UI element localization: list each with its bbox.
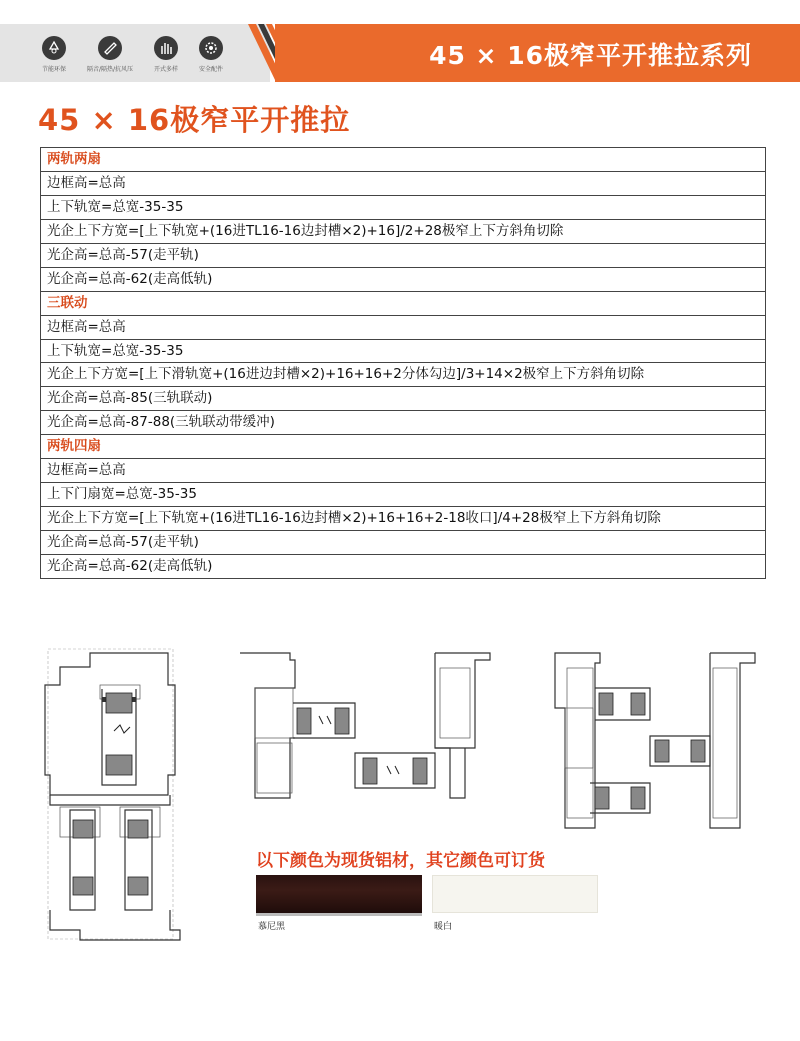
recycle-icon: [42, 36, 66, 60]
spec-row: 光企高=总高-57(走平轨): [40, 531, 766, 555]
spec-row: 光企高=总高-57(走平轨): [40, 244, 766, 268]
spec-row: 边框高=总高: [40, 316, 766, 340]
spec-row: 光企上下方宽=[上下轨宽+(16进TL16-16边封槽×2)+16+16+2-18收口]/4+28极窄上下方斜角切除: [40, 507, 766, 531]
profile-drawing-three-track: [545, 648, 760, 833]
header-title: 45 × 16极窄平开推拉系列: [429, 41, 752, 70]
header-band: [0, 24, 800, 82]
spec-row: 光企上下方宽=[上下轨宽+(16进TL16-16边封槽×2)+16]/2+28极窄上下方斜角切除: [40, 220, 766, 244]
feature-3: [141, 36, 191, 73]
soundproof-icon: [98, 36, 122, 60]
section-heading: 三联动: [40, 292, 766, 316]
profile-drawing-vertical: [40, 645, 190, 950]
feature-4: [186, 36, 236, 73]
gear-icon: [199, 36, 223, 60]
swatch-warm-white: [432, 875, 598, 913]
feature-label: 隔音/隔热/抗风压: [86, 66, 134, 73]
spec-row: 边框高=总高: [40, 459, 766, 483]
section-heading: 两轨两扇: [40, 148, 766, 172]
swatch-label: 慕尼黑: [258, 922, 286, 932]
spec-row: 边框高=总高: [40, 172, 766, 196]
feature-1: [29, 36, 79, 73]
spec-row: 上下门扇宽=总宽-35-35: [40, 483, 766, 507]
feature-icons-panel: [0, 24, 270, 82]
spec-row: 上下轨宽=总宽-35-35: [40, 340, 766, 364]
spec-row: 光企上下方宽=[上下滑轨宽+(16进边封槽×2)+16+16+2分体勾边]/3+14×2极窄上下方斜角切除: [40, 363, 766, 387]
feature-2: [85, 36, 135, 73]
feature-label: 节能环保: [41, 66, 66, 73]
spec-row: 光企高=总高-85(三轨联动): [40, 387, 766, 411]
hand-icon: [154, 36, 178, 60]
spec-table: [40, 147, 766, 579]
spec-row: 光企高=总高-62(走高低轨): [40, 268, 766, 292]
feature-label: 开式多样: [153, 66, 178, 73]
spec-row: 光企高=总高-87-88(三轨联动带缓冲): [40, 411, 766, 435]
feature-label: 安全配件: [198, 66, 223, 73]
swatch-label: 暖白: [434, 922, 453, 932]
colors-title: 以下颜色为现货铝材，其它颜色可订货: [256, 851, 545, 871]
section-heading: 两轨四扇: [40, 435, 766, 459]
spec-row: 光企高=总高-62(走高低轨): [40, 555, 766, 579]
header-title-band: [275, 24, 800, 82]
swatch-munich-black: [256, 875, 422, 916]
profile-drawing-two-track: [235, 648, 495, 808]
spec-row: 上下轨宽=总宽-35-35: [40, 196, 766, 220]
page-title: 45 × 16极窄平开推拉: [38, 103, 351, 137]
